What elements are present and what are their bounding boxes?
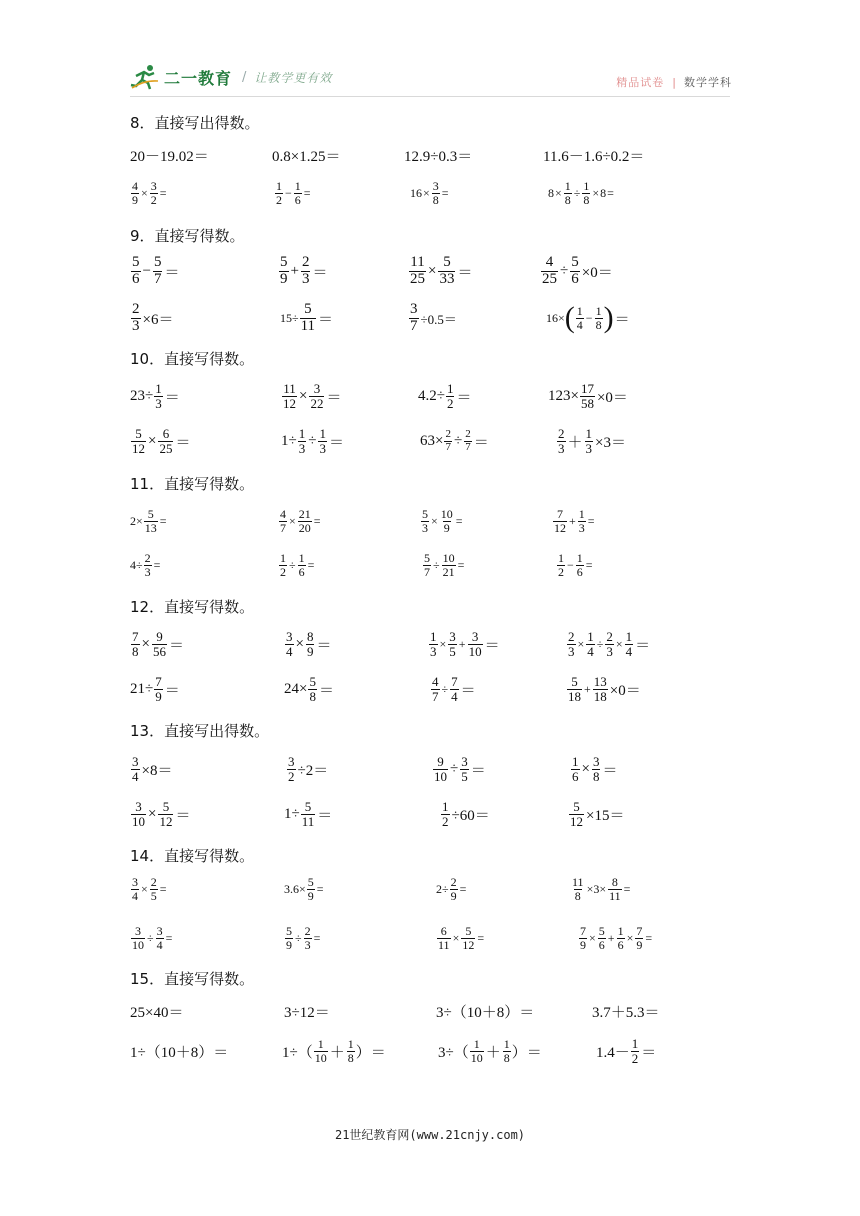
logo-slogan: 让教学更有效 [254,70,333,85]
problem: $\frac{3}{4}$ × $\frac{2}{5}$ = [132,874,167,903]
section-title: 15．直接写得数。 [130,970,255,988]
problem: 1÷ $\frac{1}{3}$ ÷ $\frac{1}{3}$ ＝ [281,425,344,456]
problem: $\frac{3}{7}$ ÷0.5＝ [410,300,457,334]
problem: $\frac{5}{9}$ + $\frac{2}{3}$ ＝ [280,253,328,287]
problem: $\frac{5}{12}$ ×15＝ [570,798,625,829]
problem: $\frac{2}{3}$ ×6＝ [132,300,174,334]
problem: $\frac{5}{6}$ − $\frac{5}{7}$ ＝ [132,253,180,287]
brand-logo [130,62,332,92]
problem: $\frac{1}{3}$ × $\frac{3}{5}$ + $\frac{3}{10}$ ＝ [430,628,500,659]
problem: 1.4－ $\frac{1}{2}$ ＝ [596,1035,657,1066]
header-right [616,74,732,90]
header-subject: 数学学科 [684,76,732,89]
problem: $\frac{7}{9}$ × $\frac{5}{6}$ + $\frac{1}{6}$ × $\frac{7}{9}$ = [580,923,653,952]
page-header [0,0,860,100]
problem: 16 × $\frac{3}{8}$ = [410,178,449,207]
problem: $\frac{4}{7}$ ÷ $\frac{7}{4}$ ＝ [432,673,476,704]
header-divider [130,96,730,97]
problem: 4.2÷ $\frac{1}{2}$ ＝ [418,380,472,411]
header-tag: 精品试卷 [616,76,665,89]
problem: 123× $\frac{17}{58}$ ×0＝ [548,380,628,411]
page-footer: 21世纪教育网(www.21cnjy.com) [334,1128,526,1142]
problem: $\frac{11}{25}$ × $\frac{5}{33}$ ＝ [410,253,473,287]
problem: 3.6× $\frac{5}{9}$ = [284,874,324,903]
problem: $\frac{6}{11}$ × $\frac{5}{12}$ = [438,923,485,952]
problem: $\frac{3}{2}$ ÷2＝ [288,753,329,784]
problem: 8 × $\frac{1}{8}$ ÷ $\frac{1}{8}$ × 8 = [548,178,614,207]
problem: 1÷（10＋8）＝ [130,1044,229,1061]
problem: 4÷ $\frac{2}{3}$ = [130,550,161,579]
section-title: 12．直接写得数。 [130,598,255,616]
problem: 2÷ $\frac{2}{9}$ = [436,874,467,903]
problem: 63× $\frac{2}{7}$ ÷ $\frac{2}{7}$ ＝ [420,427,489,453]
problem: $\frac{2}{3}$ × $\frac{1}{4}$ ÷ $\frac{2}{3}$ × $\frac{1}{4}$ ＝ [568,628,651,659]
section-title: 9．直接写得数。 [130,227,245,245]
problem: $\frac{7}{12}$ + $\frac{1}{3}$ = [554,506,595,535]
problem: $\frac{11}{8}$ ×3× $\frac{8}{11}$ = [572,874,631,903]
problem: 25×40＝ [130,1004,184,1021]
problem: $\frac{5}{7}$ ÷ $\frac{10}{21}$ = [424,550,465,579]
problem: $\frac{3}{4}$ ×8＝ [132,753,173,784]
problem: $\frac{7}{8}$ × $\frac{9}{56}$ ＝ [132,628,184,659]
problem: $\frac{11}{12}$ × $\frac{3}{22}$ ＝ [283,380,342,411]
problem: 24× $\frac{5}{8}$ ＝ [284,673,334,704]
section-title: 11．直接写得数。 [130,475,255,493]
section-title: 14．直接写得数。 [130,847,255,865]
problem: $\frac{1}{2}$ − $\frac{1}{6}$ = [558,550,593,579]
problem: $\frac{1}{2}$ ÷60＝ [442,798,490,829]
problem: 1÷（ $\frac{1}{10}$ ＋ $\frac{1}{8}$ ）＝ [282,1036,386,1065]
problem: 1÷ $\frac{5}{11}$ ＝ [284,798,333,829]
problem: 3.7＋5.3＝ [592,1004,660,1021]
problem: $\frac{4}{9}$ × $\frac{3}{2}$ = [132,178,167,207]
problem: 16× ( $\frac{1}{4}$ − $\frac{1}{8}$ ) ＝ [546,301,630,334]
problem: $\frac{2}{3}$ ＋ $\frac{1}{3}$ ×3＝ [558,425,626,456]
problem: $\frac{1}{2}$ − $\frac{1}{6}$ = [276,178,311,207]
problem: $\frac{1}{6}$ × $\frac{3}{8}$ ＝ [572,753,618,784]
problem: 3÷（10＋8）＝ [436,1004,535,1021]
problem: 2× $\frac{5}{13}$ = [130,506,167,535]
logo-separator: / [242,69,247,85]
section-title: 8．直接写出得数。 [130,114,260,132]
problem: $\frac{5}{9}$ ÷ $\frac{2}{3}$ = [286,923,321,952]
problem: 3÷（ $\frac{1}{10}$ ＋ $\frac{1}{8}$ ）＝ [438,1036,542,1065]
problem: $\frac{4}{7}$ × $\frac{21}{20}$ = [280,506,321,535]
problem: 3÷12＝ [284,1004,330,1021]
problem: $\frac{5}{12}$ × $\frac{6}{25}$ ＝ [132,425,191,456]
problem: $\frac{4}{25}$ ÷ $\frac{5}{6}$ ×0＝ [542,253,613,287]
problem: $\frac{1}{2}$ ÷ $\frac{1}{6}$ = [280,550,315,579]
problem: 20－19.02＝ [130,148,209,165]
problem: 0.8×1.25＝ [272,148,341,165]
header-separator: | [672,75,676,89]
problem: $\frac{3}{4}$ × $\frac{8}{9}$ ＝ [286,628,332,659]
section-title: 10．直接写得数。 [130,350,255,368]
logo-name: 二一教育 [164,68,233,88]
section-title: 13．直接写出得数。 [130,722,270,740]
problem: 12.9÷0.3＝ [404,148,473,165]
problem: 23÷ $\frac{1}{3}$ ＝ [130,380,180,411]
problem: $\frac{5}{3}$ × $\frac{10}{9}$ = [422,506,463,535]
problem: $\frac{9}{10}$ ÷ $\frac{3}{5}$ ＝ [434,753,486,784]
problem: $\frac{3}{10}$ ÷ $\frac{3}{4}$ = [132,923,173,952]
problem: 15÷ $\frac{5}{11}$ ＝ [280,300,334,334]
problem: $\frac{5}{18}$ + $\frac{13}{18}$ ×0＝ [568,673,641,704]
problem: 21÷ $\frac{7}{9}$ ＝ [130,673,180,704]
problem: $\frac{3}{10}$ × $\frac{5}{12}$ ＝ [132,798,191,829]
runner-icon [130,64,160,90]
problem: 11.6－1.6÷0.2＝ [543,148,645,165]
